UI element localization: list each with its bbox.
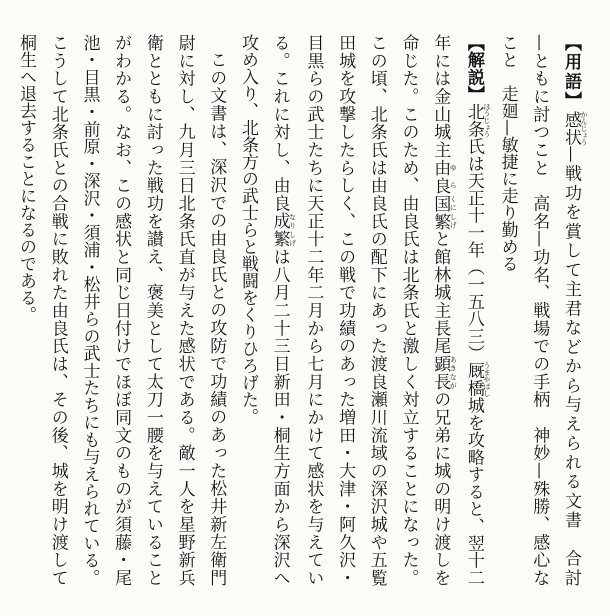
text-run: は八月二十三日新田・桐生方面から深沢へ: [269, 248, 290, 587]
text-run: 攻め入り、北条方の武士らと戦闘をくりひろげた。: [237, 34, 258, 425]
text-run: この頃、北条氏は由良氏の配下にあった渡良瀬川流域の深沢城や五覧: [366, 34, 387, 586]
text-column: [297, 34, 329, 586]
text-column: [554, 34, 588, 586]
ruby-base: 厩橋: [463, 361, 484, 397]
text-run: この文書は、深沢での由良氏との攻防で功績のあった松井新左衛門: [206, 51, 227, 586]
text-run: 尉に対し、九月三日北条氏直が与えた感状である。敵一人を星野新兵: [174, 34, 195, 586]
text-column: [491, 34, 523, 586]
furigana: くにしげ: [449, 194, 458, 230]
text-column: [136, 34, 168, 586]
ruby-base: 成繁: [269, 212, 290, 249]
ruby-term: [463, 102, 491, 138]
text-column: [9, 34, 41, 586]
furigana: なりしげ: [288, 212, 297, 248]
text-column: [328, 34, 360, 586]
text-run: る。これに対し、由良: [269, 34, 290, 213]
text-column: [200, 34, 232, 586]
text-column: [41, 34, 73, 586]
text-run: —戦功を賞して主君などから与えられる文書 合討: [561, 145, 581, 586]
ruby-term: [463, 361, 491, 397]
text-run: 年には金山城主: [430, 34, 451, 159]
text-column: [360, 34, 392, 586]
ruby-term: [430, 355, 458, 391]
text-column: [523, 34, 555, 586]
text-run: 田城を攻撃したらしく、この戦で功績のあった増田・大津・阿久沢・: [335, 34, 356, 586]
ruby-term: [561, 110, 588, 146]
ruby-base: 国繁: [430, 194, 451, 231]
furigana: ゆら: [449, 158, 458, 194]
ruby-term: [430, 194, 458, 231]
text-column: [231, 34, 263, 586]
text-run: 城を攻略すると、翌十二: [463, 396, 484, 587]
text-column: [263, 34, 297, 586]
ruby-term: [269, 212, 297, 249]
text-run: がわかる。なお、この感状と同じ日付けでほぼ同文のものが須藤・尾: [111, 34, 132, 586]
glossary-heading: 【用語】: [561, 34, 581, 111]
text-run: 衛とともに討った戦功を讃え、褒美として太刀一腰を与えていること: [142, 34, 163, 586]
text-run: と館林城主長尾: [430, 230, 451, 356]
text-run: 桐生へ退去することになるのである。: [16, 34, 37, 323]
ruby-base: 由良: [430, 158, 451, 195]
furigana: うまやばし: [482, 361, 491, 397]
ruby-base: 感状: [561, 110, 581, 146]
document-page: [17, 34, 588, 586]
text-column: [168, 34, 200, 586]
text-run: こと 走廻—敏捷に走り勤める: [497, 34, 518, 272]
text-column: [457, 34, 491, 586]
furigana: ほうじょう: [482, 102, 491, 138]
text-run: こうして北条氏との合戦に敗れた由良氏は、その後、城を明け渡して: [47, 34, 68, 586]
glossary-section: [491, 34, 588, 586]
text-column: [423, 34, 457, 586]
ruby-base: 北条: [463, 102, 484, 138]
ruby-term: [430, 158, 458, 195]
text-run: 池・目黒・前原・深沢・須浦・松井らの武士たちにも与えられている。: [79, 34, 100, 586]
text-run: の兄弟に城の明け渡しを: [430, 390, 451, 587]
text-run: 目黒らの武士たちに天正十二年二月から七月にかけて感状を与えてい: [303, 34, 324, 586]
text-run: 命じた。このため、由良氏は北条氏と激しく対立することになった。: [398, 34, 419, 586]
text-column: [104, 34, 136, 586]
furigana: かんじょう: [580, 110, 588, 146]
text-run: 氏は天正十一年（一五八三）: [463, 137, 484, 362]
commentary-heading: 【解説】: [463, 34, 484, 103]
text-column: [392, 34, 424, 586]
commentary-section: [9, 34, 491, 586]
ruby-base: 顕長: [430, 355, 451, 391]
text-run: —ともに討つこと 高名—功名、戦場での手柄 神妙—殊勝、感心な: [529, 34, 550, 586]
text-column: [73, 34, 105, 586]
furigana: あきなが: [449, 355, 458, 390]
